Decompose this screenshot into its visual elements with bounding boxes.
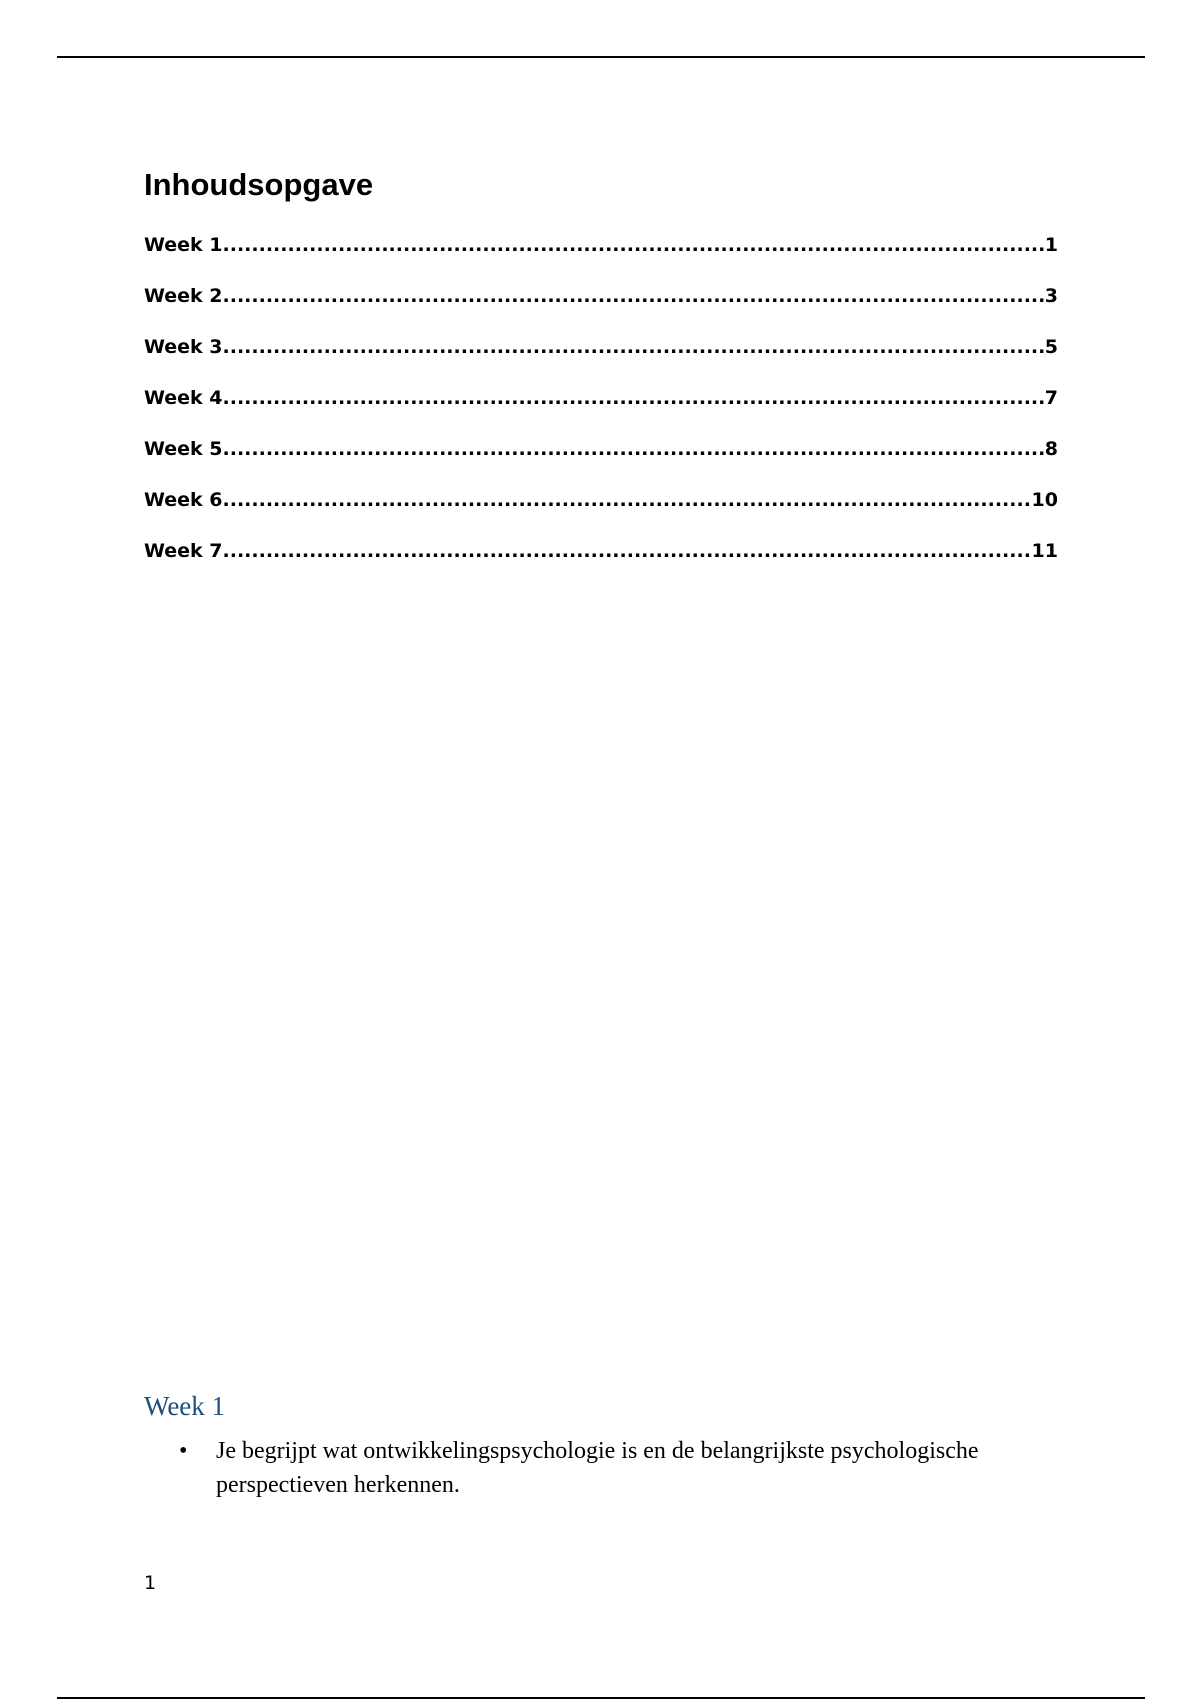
toc-entry-label: Week 6	[144, 489, 223, 511]
toc-dot-leader	[223, 434, 1045, 464]
list-item	[144, 1434, 1064, 1502]
toc-entry-page: 7	[1044, 387, 1058, 409]
learning-goals-list	[144, 1434, 1064, 1502]
toc-dot-leader	[223, 536, 1032, 566]
toc-entry-page: 8	[1044, 438, 1058, 460]
section-heading-week-1: Week 1	[144, 1391, 226, 1421]
toc-entry-week-3[interactable]	[144, 332, 1058, 383]
toc-list	[144, 230, 1058, 587]
toc-entry-week-2[interactable]	[144, 281, 1058, 332]
toc-dot-leader	[223, 485, 1032, 515]
toc-dot-leader	[223, 332, 1045, 362]
toc-entry-week-1[interactable]	[144, 230, 1058, 281]
toc-entry-page: 1	[1044, 234, 1058, 256]
toc-entry-page: 10	[1031, 489, 1058, 511]
toc-dot-leader	[223, 281, 1045, 311]
list-item-text: Je begrijpt wat ontwikkelingspsychologie is en de belangrijkste psychologische perspectieven herkennen.	[216, 1438, 979, 1498]
toc-entry-page: 11	[1031, 540, 1058, 562]
toc-entry-week-7[interactable]	[144, 536, 1058, 587]
toc-dot-leader	[223, 383, 1045, 413]
toc-entry-page: 5	[1044, 336, 1058, 358]
bullet-icon: •	[179, 1438, 188, 1464]
toc-entry-page: 3	[1044, 285, 1058, 307]
toc-entry-label: Week 4	[144, 387, 223, 409]
page-number: 1	[144, 1572, 157, 1594]
toc-dot-leader	[223, 230, 1045, 260]
toc-entry-week-4[interactable]	[144, 383, 1058, 434]
toc-entry-label: Week 1	[144, 234, 223, 256]
toc-entry-label: Week 2	[144, 285, 223, 307]
toc-entry-label: Week 7	[144, 540, 223, 562]
toc-entry-label: Week 5	[144, 438, 223, 460]
header-rule	[57, 56, 1145, 58]
toc-entry-label: Week 3	[144, 336, 223, 358]
toc-heading: Inhoudsopgave	[144, 167, 374, 202]
toc-entry-week-5[interactable]	[144, 434, 1058, 485]
footer-rule	[57, 1697, 1145, 1699]
toc-entry-week-6[interactable]	[144, 485, 1058, 536]
